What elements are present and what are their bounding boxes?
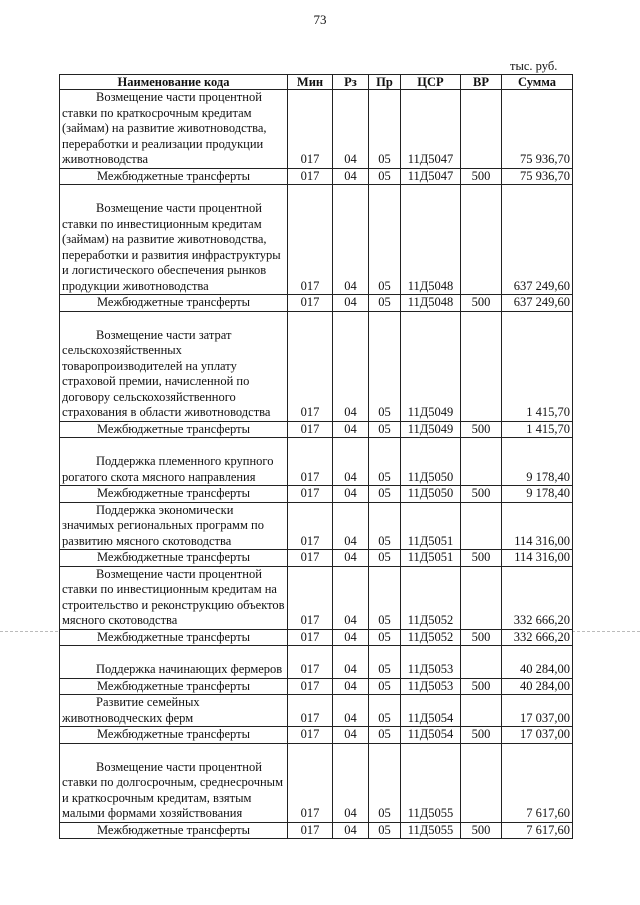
table-row-transfer [60, 486, 573, 503]
table-row-item [60, 743, 573, 822]
cell-pr: 05 [369, 727, 401, 744]
cell-vr [461, 185, 502, 295]
cell-name: Поддержка экономически значимых региональных программ по развитию мясного скотоводства [60, 502, 288, 550]
cell-vr [461, 566, 502, 629]
cell-pr: 05 [369, 438, 401, 486]
cell-name: Развитие семейных животноводческих ферм [60, 695, 288, 727]
cell-sum: 9 178,40 [502, 438, 573, 486]
cell-sum: 114 316,00 [502, 502, 573, 550]
cell-rz: 04 [333, 678, 369, 695]
table-row-item [60, 695, 573, 727]
cell-csr: 11Д5047 [401, 90, 461, 169]
cell-sum: 637 249,60 [502, 185, 573, 295]
cell-min: 017 [288, 678, 333, 695]
cell-min: 017 [288, 421, 333, 438]
cell-csr: 11Д5052 [401, 629, 461, 646]
cell-rz: 04 [333, 90, 369, 169]
cell-vr: 500 [461, 629, 502, 646]
header-csr: ЦСР [401, 75, 461, 90]
cell-csr: 11Д5055 [401, 822, 461, 839]
cell-min: 017 [288, 311, 333, 421]
cell-sum: 332 666,20 [502, 629, 573, 646]
table-row-item [60, 185, 573, 295]
cell-sum: 40 284,00 [502, 678, 573, 695]
cell-rz: 04 [333, 185, 369, 295]
cell-name: Поддержка начинающих фермеров [60, 646, 288, 679]
cell-csr: 11Д5053 [401, 678, 461, 695]
cell-vr [461, 502, 502, 550]
cell-sum: 75 936,70 [502, 90, 573, 169]
cell-name: Возмещение части процентной ставки по краткосрочным кредитам (займам) на развитие животноводства, переработки и реализации продукции животноводства [60, 90, 288, 169]
cell-sum: 7 617,60 [502, 822, 573, 839]
cell-vr [461, 646, 502, 679]
cell-csr: 11Д5054 [401, 727, 461, 744]
cell-pr: 05 [369, 90, 401, 169]
cell-name: Возмещение части процентной ставки по инвестиционным кредитам на строительство и реконструкцию объектов мясного скотоводства [60, 566, 288, 629]
cell-pr: 05 [369, 743, 401, 822]
cell-name: Межбюджетные трансферты [60, 421, 288, 438]
table-row-transfer [60, 822, 573, 839]
cell-pr: 05 [369, 168, 401, 185]
cell-csr: 11Д5050 [401, 486, 461, 503]
header-rz: Рз [333, 75, 369, 90]
cell-pr: 05 [369, 502, 401, 550]
cell-min: 017 [288, 438, 333, 486]
cell-pr: 05 [369, 822, 401, 839]
cell-vr: 500 [461, 421, 502, 438]
cell-name: Межбюджетные трансферты [60, 168, 288, 185]
cell-csr: 11Д5048 [401, 295, 461, 312]
cell-vr: 500 [461, 678, 502, 695]
cell-pr: 05 [369, 295, 401, 312]
cell-pr: 05 [369, 185, 401, 295]
cell-name: Межбюджетные трансферты [60, 550, 288, 567]
cell-csr: 11Д5050 [401, 438, 461, 486]
cell-sum: 114 316,00 [502, 550, 573, 567]
cell-vr [461, 90, 502, 169]
cell-sum: 17 037,00 [502, 727, 573, 744]
scan-fold-line-right [572, 631, 640, 632]
cell-rz: 04 [333, 695, 369, 727]
table-row-item [60, 502, 573, 550]
cell-min: 017 [288, 295, 333, 312]
cell-pr: 05 [369, 550, 401, 567]
cell-rz: 04 [333, 727, 369, 744]
table-body [60, 90, 573, 839]
table-row-transfer [60, 421, 573, 438]
table-row-item [60, 566, 573, 629]
cell-min: 017 [288, 185, 333, 295]
cell-pr: 05 [369, 566, 401, 629]
cell-name: Возмещение части затрат сельскохозяйственных товаропроизводителей на уплату страховой премии, начисленной по договору сельскохозяйственного страхования в области животноводства [60, 311, 288, 421]
cell-name: Возмещение части процентной ставки по инвестиционным кредитам (займам) на развитие животноводства, переработки и развития инфраструктуры и логистического обеспечения рынков продукции животноводства [60, 185, 288, 295]
table-header [60, 75, 573, 90]
table-row-transfer [60, 168, 573, 185]
header-vr: ВР [461, 75, 502, 90]
cell-rz: 04 [333, 421, 369, 438]
cell-sum: 1 415,70 [502, 311, 573, 421]
cell-sum: 7 617,60 [502, 743, 573, 822]
cell-min: 017 [288, 822, 333, 839]
cell-vr: 500 [461, 727, 502, 744]
cell-csr: 11Д5051 [401, 502, 461, 550]
table-row-item [60, 311, 573, 421]
cell-csr: 11Д5051 [401, 550, 461, 567]
cell-csr: 11Д5049 [401, 421, 461, 438]
cell-sum: 17 037,00 [502, 695, 573, 727]
budget-table [59, 74, 573, 839]
cell-csr: 11Д5053 [401, 646, 461, 679]
cell-csr: 11Д5052 [401, 566, 461, 629]
cell-name: Межбюджетные трансферты [60, 822, 288, 839]
table-row-transfer [60, 295, 573, 312]
cell-min: 017 [288, 646, 333, 679]
header-sum: Сумма [502, 75, 573, 90]
cell-rz: 04 [333, 486, 369, 503]
cell-rz: 04 [333, 438, 369, 486]
cell-sum: 75 936,70 [502, 168, 573, 185]
cell-vr: 500 [461, 168, 502, 185]
table-row-item [60, 90, 573, 169]
cell-rz: 04 [333, 743, 369, 822]
cell-vr [461, 438, 502, 486]
cell-name: Межбюджетные трансферты [60, 727, 288, 744]
cell-csr: 11Д5055 [401, 743, 461, 822]
cell-name: Возмещение части процентной ставки по долгосрочным, среднесрочным и краткосрочным кредитам, взятым малыми формами хозяйствования [60, 743, 288, 822]
table-row-item [60, 646, 573, 679]
cell-pr: 05 [369, 678, 401, 695]
header-pr: Пр [369, 75, 401, 90]
cell-rz: 04 [333, 168, 369, 185]
table-row-transfer [60, 678, 573, 695]
cell-csr: 11Д5054 [401, 695, 461, 727]
cell-pr: 05 [369, 629, 401, 646]
cell-vr: 500 [461, 486, 502, 503]
cell-vr: 500 [461, 295, 502, 312]
header-row [60, 75, 573, 90]
cell-rz: 04 [333, 566, 369, 629]
cell-csr: 11Д5048 [401, 185, 461, 295]
cell-rz: 04 [333, 502, 369, 550]
cell-min: 017 [288, 486, 333, 503]
cell-name: Межбюджетные трансферты [60, 486, 288, 503]
cell-pr: 05 [369, 695, 401, 727]
cell-min: 017 [288, 550, 333, 567]
cell-name: Межбюджетные трансферты [60, 629, 288, 646]
cell-rz: 04 [333, 550, 369, 567]
cell-rz: 04 [333, 629, 369, 646]
table-row-transfer [60, 629, 573, 646]
cell-csr: 11Д5049 [401, 311, 461, 421]
cell-vr [461, 695, 502, 727]
cell-name: Межбюджетные трансферты [60, 295, 288, 312]
unit-label: тыс. руб. [510, 59, 558, 73]
cell-pr: 05 [369, 421, 401, 438]
cell-min: 017 [288, 727, 333, 744]
cell-pr: 05 [369, 311, 401, 421]
cell-min: 017 [288, 566, 333, 629]
cell-min: 017 [288, 743, 333, 822]
cell-csr: 11Д5047 [401, 168, 461, 185]
table-row-transfer [60, 727, 573, 744]
cell-vr [461, 743, 502, 822]
cell-vr: 500 [461, 550, 502, 567]
cell-name: Поддержка племенного крупного рогатого скота мясного направления [60, 438, 288, 486]
cell-sum: 9 178,40 [502, 486, 573, 503]
scan-fold-line-left [0, 631, 58, 632]
cell-rz: 04 [333, 646, 369, 679]
cell-sum: 637 249,60 [502, 295, 573, 312]
cell-sum: 1 415,70 [502, 421, 573, 438]
page-number: 73 [313, 12, 327, 27]
cell-min: 017 [288, 695, 333, 727]
cell-min: 017 [288, 502, 333, 550]
cell-min: 017 [288, 629, 333, 646]
table-row-transfer [60, 550, 573, 567]
cell-vr [461, 311, 502, 421]
cell-pr: 05 [369, 486, 401, 503]
cell-vr: 500 [461, 822, 502, 839]
cell-name: Межбюджетные трансферты [60, 678, 288, 695]
header-name: Наименование кода [60, 75, 288, 90]
cell-min: 017 [288, 168, 333, 185]
cell-rz: 04 [333, 822, 369, 839]
table-row-item [60, 438, 573, 486]
cell-pr: 05 [369, 646, 401, 679]
cell-rz: 04 [333, 295, 369, 312]
cell-sum: 332 666,20 [502, 566, 573, 629]
cell-sum: 40 284,00 [502, 646, 573, 679]
cell-rz: 04 [333, 311, 369, 421]
cell-min: 017 [288, 90, 333, 169]
header-min: Мин [288, 75, 333, 90]
